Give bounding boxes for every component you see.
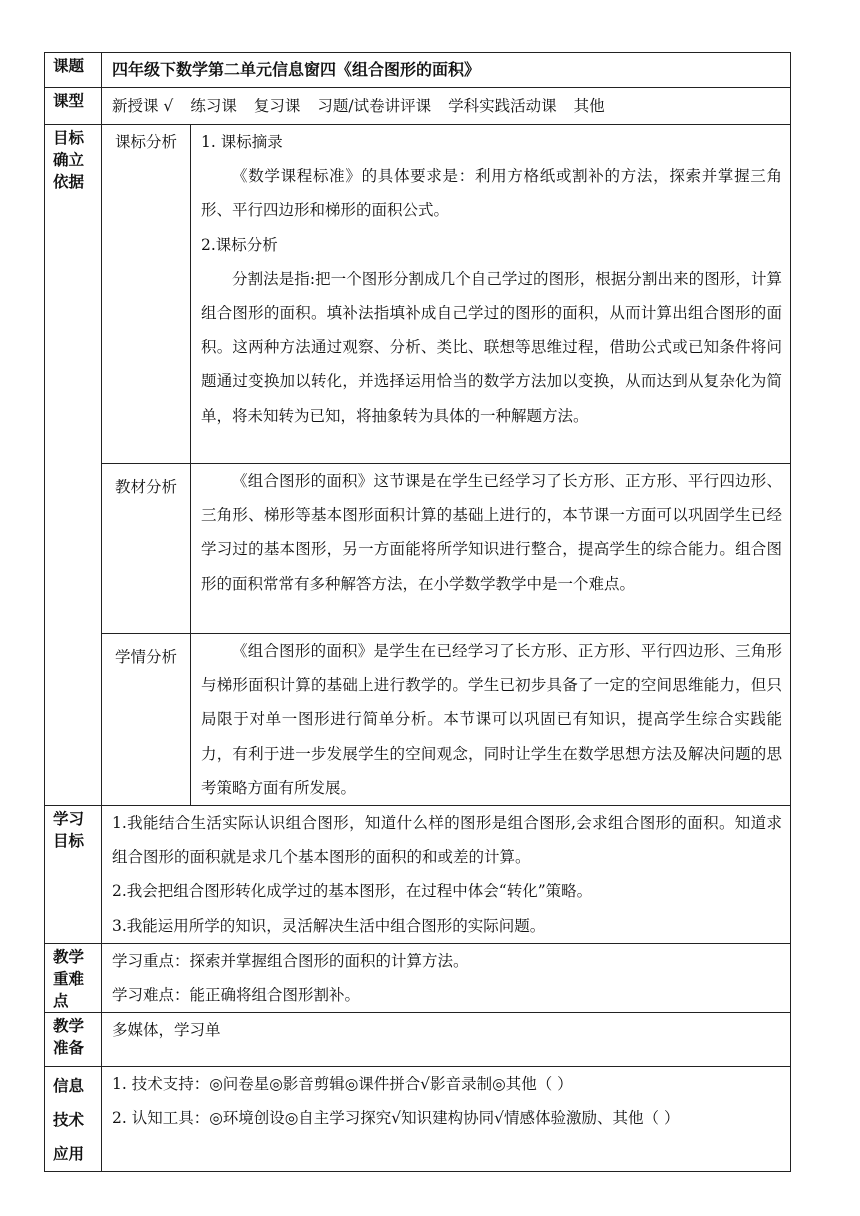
label-title: 课题 xyxy=(45,53,102,88)
tech-support: 1. 技术支持：◎问卷星◎影音剪辑◎课件拼合√影音录制◎其他（ ） xyxy=(112,1075,573,1094)
row-tech xyxy=(45,1067,791,1172)
type-option: 其他 xyxy=(573,97,605,115)
learning-goals xyxy=(102,806,791,944)
curriculum-analysis-text xyxy=(191,125,791,464)
lesson-title: 四年级下数学第二单元信息窗四《组合图形的面积》 xyxy=(102,53,791,88)
curriculum-analysis: 分割法是指:把一个图形分割成几个自己学过的图形，根据分割出来的图形，计算组合图形的面积。填补法指填补成自己学过的图形的面积，从而计算出组合图形的面积。这两种方法通过观察、分析、类比、联想等思维过程，借助公式或已知条件将问题通过变换加以转化，并选择运用恰当的数学方法加以变换，从而达到从复杂化为简单，将未知转为已知，将抽象转为具体的一种解题方法。 xyxy=(201,269,783,425)
row-type xyxy=(45,88,791,125)
row-goals xyxy=(45,806,791,944)
student-analysis: 《组合图形的面积》是学生在已经学习了长方形、正方形、平行四边形、三角形与梯形面积计算的基础上进行教学的。学生已初步具备了一定的空间思维能力，但只局限于对单一图形进行简单分析。本节课可以巩固已有知识，提高学生综合实践能力，有利于进一步发展学生的空间观念，同时让学生在数学思想方法及解决问题的思考策略方面有所发展。 xyxy=(201,642,783,797)
row-keys xyxy=(45,943,791,1012)
student-analysis-text xyxy=(191,634,791,806)
type-option: 习题/试卷讲评课 xyxy=(317,97,432,115)
row-students xyxy=(45,634,791,806)
row-title xyxy=(45,53,791,88)
type-option: 复习课 xyxy=(253,97,301,115)
row-textbook xyxy=(45,464,791,634)
lesson-type-options xyxy=(102,88,791,125)
curriculum-heading-2: 2.课标分析 xyxy=(201,235,278,254)
label-prep: 教学 准备 xyxy=(45,1013,102,1067)
label-tech: 信息 技术 应用 xyxy=(45,1067,102,1172)
curriculum-excerpt: 《数学课程标准》的具体要求是：利用方格纸或割补的方法，探索并掌握三角形、平行四边形和梯形的面积公式。 xyxy=(201,167,783,220)
cognitive-tools: 2. 认知工具：◎环境创设◎自主学习探究√知识建构协同√情感体验激励、其他（ ） xyxy=(112,1109,680,1128)
teaching-prep xyxy=(102,1013,791,1067)
label-curriculum-analysis: 课标分析 xyxy=(102,125,191,464)
lesson-plan-table xyxy=(44,52,791,1172)
row-prep xyxy=(45,1013,791,1067)
tech-application xyxy=(102,1067,791,1172)
label-textbook-analysis: 教材分析 xyxy=(102,464,191,634)
goal-item: 3.我能运用所学的知识，灵活解决生活中组合图形的实际问题。 xyxy=(112,916,546,935)
row-curriculum xyxy=(45,125,791,464)
difficult-point: 学习难点：能正确将组合图形割补。 xyxy=(112,986,361,1005)
goal-item: 1.我能结合生活实际认识组合图形，知道什么样的图形是组合图形,会求组合图形的面积。知道求组合图形的面积就是求几个基本图形的面积的和或差的计算。 xyxy=(112,814,783,867)
label-student-analysis: 学情分析 xyxy=(102,634,191,806)
textbook-analysis-text xyxy=(191,464,791,634)
type-option: 练习课 xyxy=(190,97,237,115)
label-type: 课型 xyxy=(45,88,102,125)
label-basis: 目标 确立 依据 xyxy=(45,125,102,806)
textbook-analysis: 《组合图形的面积》这节课是在学生已经学习了长方形、正方形、平行四边形、三角形、梯形等基本图形面积计算的基础上进行的，本节课一方面可以巩固学生已经学习过的基本图形，另一方面能将所学知识进行整合，提高学生的综合能力。组合图形的面积常常有多种解答方法，在小学数学教学中是一个难点。 xyxy=(201,472,783,593)
prep-value: 多媒体，学习单 xyxy=(112,1021,221,1040)
type-option: 新授课 √ xyxy=(112,97,174,115)
label-goals: 学习 目标 xyxy=(45,806,102,944)
key-points xyxy=(102,943,791,1012)
key-point: 学习重点：探索并掌握组合图形的面积的计算方法。 xyxy=(112,951,469,970)
label-keys: 教学 重难 点 xyxy=(45,943,102,1012)
curriculum-heading-1: 1. 课标摘录 xyxy=(201,133,283,151)
type-option: 学科实践活动课 xyxy=(448,97,557,115)
goal-item: 2.我会把组合图形转化成学过的基本图形，在过程中体会“转化”策略。 xyxy=(112,882,593,901)
